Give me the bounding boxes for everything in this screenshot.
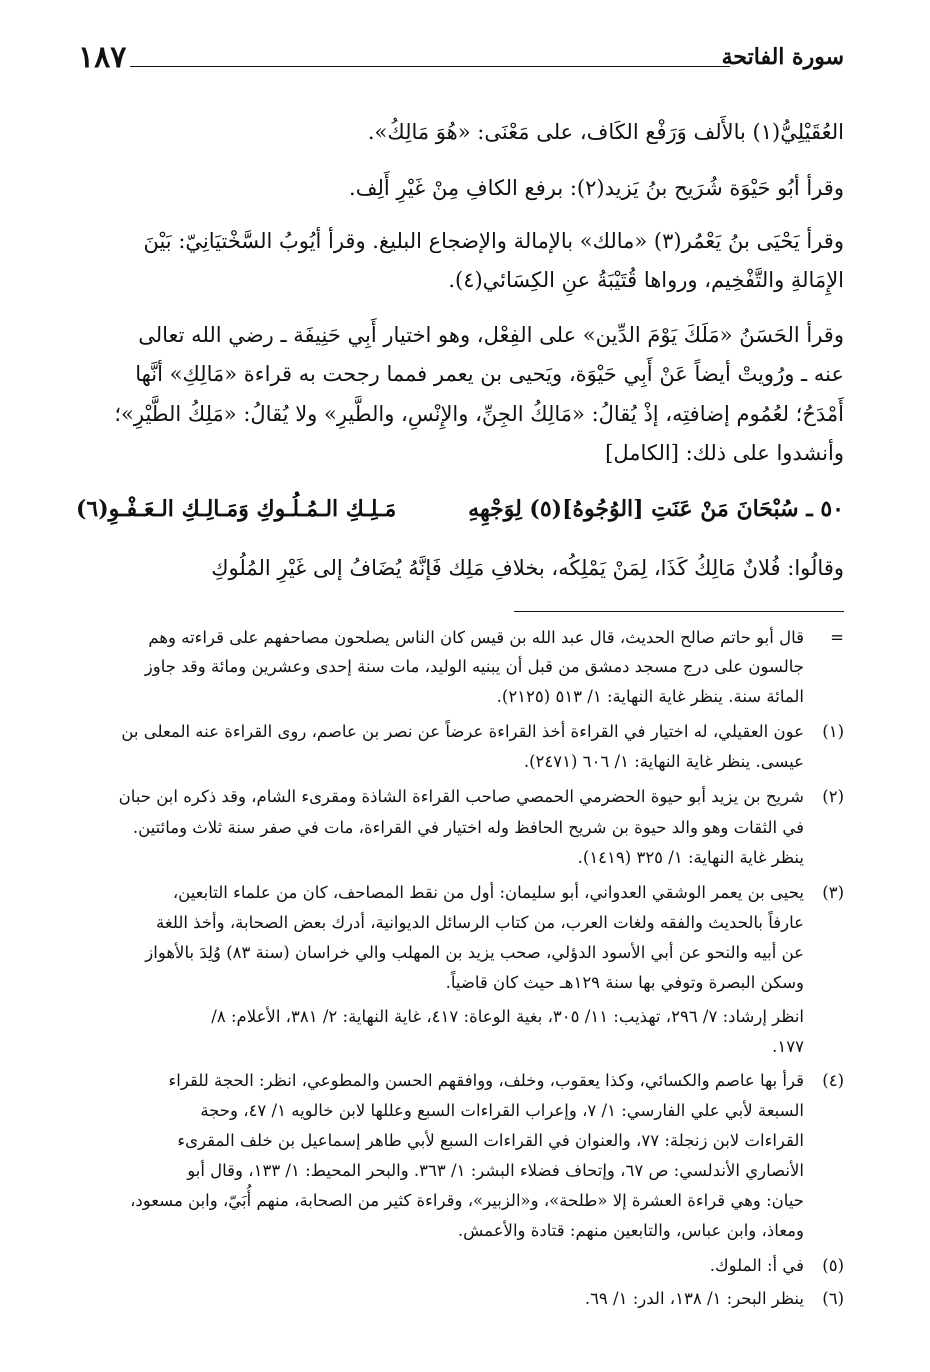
verse-second-half: مَـلِـكِ الـمُـلُـوكِ وَمَـالِـكِ الـعَـفْـوِ(٦) [76,496,397,522]
footnote-line: المائة سنة. ينظر غاية النهاية: ١/ ٥١٣ (٢١٢٥). [496,687,804,706]
surah-title: سورة الفاتحة [721,44,844,70]
footnote-line: في الثقات وهو والد حيوة بن شريح الحافظ وله اختيار في القراءة، مات في صفر سنة ثلاث ومائتين. [132,818,804,837]
footnote-separator [514,611,844,612]
footnote-line: قرأ بها عاصم والكسائي، وكذا يعقوب، وخلف، ووافقهم الحسن والمطوعي، انظر: الحجة للقراء [168,1071,804,1090]
footnote-marker: (١) [822,722,844,741]
footnote-line: يحيى بن يعمر الوشقي العدواني، أبو سليمان: أول من نقط المصاحف، كان من علماء التابعين، [172,883,804,902]
footnote-marker: (٦) [822,1289,844,1308]
footnote-line: ١٧٧. [772,1037,804,1056]
footnote-line: عيسى. ينظر غاية النهاية: ١/ ٦٠٦ (٢٤٧١). [523,752,804,771]
body-line: وقرأ أبُو حَيْوَة شُرَيح بنُ يَزيد(٢): برفع الكافِ مِنْ غَيْرِ أَلِف. [349,176,844,200]
footnote-marker: (٤) [822,1071,844,1090]
footnote-marker: (٣) [822,883,844,902]
footnote-line: شريح بن يزيد أبو حيوة الحضرمي الحمصي صاحب القراءة الشاذة ومقرىء الشام، وقد ذكره ابن حبان [118,787,804,806]
body-line: عنه ـ ورُويتْ أيضاً عَنْ أَبِي حَيْوَة، ويَحيى بن يعمر فمما رجحت به قراءة «مَالِكِ» أنَّها [135,362,844,386]
footnote-line: القراءات لابن زنجلة: ٧٧، والعنوان في القراءات السبع لأبي طاهر إسماعيل بن خلف المقرىء [177,1131,804,1150]
footnote-line: جالسون على درج مسجد دمشق من قبل أن يبنيه الوليد، مات سنة إحدى وعشرين ومائة وقد جاوز [144,657,804,676]
footnote-line: عارفاً بالحديث والفقه ولغات العرب، من كتاب الرسائل الديوانية، أدرك بعض الصحابة، وأخذ اللغة [156,913,804,932]
header-rule [130,66,730,67]
body-line: وقالُوا: فُلانٌ مَالِكُ كَذَا، لِمَنْ يَمْلِكُه، بخلافِ مَلِك فَإنَّهُ يُضَافُ إلى غَيْرِ المُلُوكِ [211,556,844,580]
footnote-line: عن أبيه والنحو عن أبي الأسود الدؤلي، صحب يزيد بن المهلب والي خراسان (سنة ٨٣) وُلِدَ بالأهواز [145,943,804,962]
body-line: وقرأ يَحْيَى بنُ يَعْمُر(٣) «مالك» بالإمالة والإضجاع البليغ. وقرأ أيُوبُ السَّخْتيَانِيّ: بَيْنَ [143,229,844,253]
footnote-line: السبعة لأبي علي الفارسي: ١/ ٧، وإعراب القراءات السبع وعللها لابن خالويه ١/ ٤٧، وحجة [200,1101,804,1120]
footnote-line: في أ: الملوك. [709,1256,804,1275]
body-line: العُقَيْلِيُّ(١) بالأَلف وَرَفْع الكَاف، على مَعْنَى: «هُوَ مَالِكُ». [367,120,844,144]
footnote-line: ينظر البحر: ١/ ١٣٨، الدر: ١/ ٦٩. [584,1289,804,1308]
body-line: وأنشدوا على ذلك: [الكامل] [605,441,844,465]
footnote-line: انظر إرشاد: ٧/ ٢٩٦، تهذيب: ١١/ ٣٠٥، بغية الوعاة: ٤١٧، غاية النهاية: ٢/ ٣٨١، الأعلام: ٨/ [211,1007,804,1026]
footnote-line: حيان: وهي قراءة العشرة إلا «طلحة»، و«الزبير»، وقراءة كثير من الصحابة، منهم أُبَيّ، وابن مسعود، [130,1191,804,1210]
footnote-line: ومعاذ، وابن عباس، والتابعين منهم: قتادة والأعمش. [457,1221,804,1240]
footnote-marker: (٢) [822,787,844,806]
footnote-marker: = [830,628,844,647]
footnote-line: ينظر غاية النهاية: ١/ ٣٢٥ (١٤١٩). [577,848,804,867]
body-line: وقرأ الحَسَنُ «مَلَكَ يَوْمَ الدِّين» على الفِعْل، وهو اختيار أَبِي حَنِيفَة ـ رضي الله تعالى [138,323,844,347]
body-line: أَمْدَحُ؛ لعُمُوم إضافتِه، إذْ يُقالُ: «مَالِكُ الجِنِّ، والإِنْسِ، والطَّيرِ» ولا يُقالُ: «مَلِكُ الطَّيْرِ»؛ [114,402,844,426]
footnote-line: وسكن البصرة وتوفي بها سنة ١٢٩هـ حيث كان قاضياً. [445,973,804,992]
page-number: ١٨٧ [78,40,127,75]
footnote-line: الأنصاري الأندلسي: ص ٦٧، وإتحاف فضلاء البشر: ١/ ٣٦٣. والبحر المحيط: ١/ ١٣٣، وقال أبو [187,1161,804,1180]
footnote-marker: (٥) [822,1256,844,1275]
verse-first-half: ٥٠ ـ سُبْحَانَ مَنْ عَنَتِ [الوُجُوهُ](٥) لِوَجْهِهِ [468,496,844,522]
body-line: الإِمَالةِ والتَّفْخِيم، ورواها قُتَيْبَةُ عنِ الكِسَائي(٤). [448,268,844,292]
footnote-line: عون العقيلي، له اختيار في القراءة أخذ القراءة عرضاً عن نصر بن عاصم، روى القراءة عنه المعلى بن [121,722,804,741]
footnote-line: قال أبو حاتم صالح الحديث، قال عبد الله بن قيس كان الناس يصلحون مصاحفهم على قراءته وهم [148,628,804,647]
